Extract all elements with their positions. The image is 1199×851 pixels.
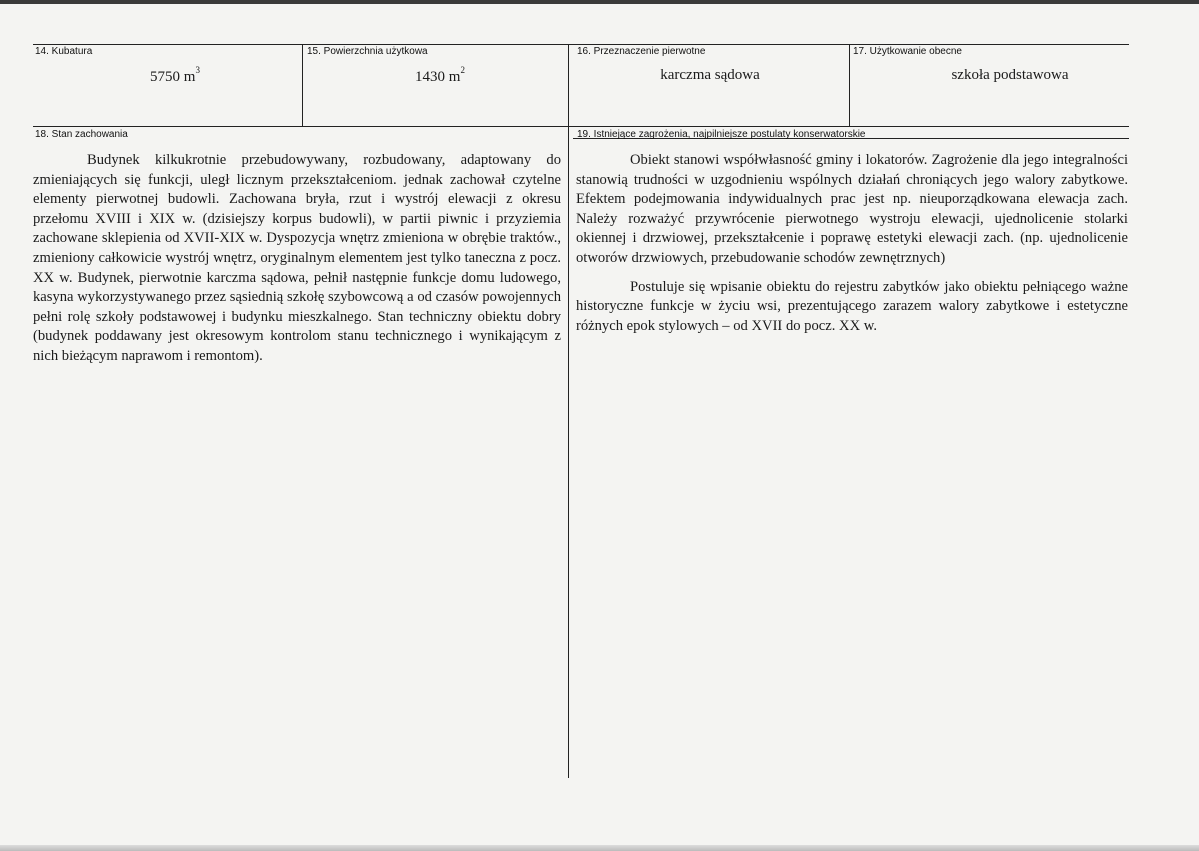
field-text-stan [33, 151, 561, 367]
scan-top-edge [0, 0, 1199, 4]
field-label-powierzchnia: 15. Powierzchnia użytkowa [307, 46, 428, 57]
field-label-uzytkowanie: 17. Użytkowanie obecne [853, 46, 962, 57]
field-text-zagrozenia [576, 151, 1128, 336]
paragraph: Postuluje się wpisanie obiektu do rejestru zabytków jako obiektu pełniącego ważne historyczne funkcje w życiu wsi, prezentującego zarazem walory zabytkowe i estetyczne różnych epok stylowych – od XVII do pocz. XX w. [576, 278, 1128, 334]
row-divider [33, 126, 1129, 127]
paragraph: Budynek kilkukrotnie przebudowywany, rozbudowany, adaptowany do zmieniających się funkcji, uległ licznym przekształceniom. jednak zachował czytelne elementy pierwotnej budowli. Zachowana bryła, rzut i wystrój elewacji z okresu przełomu XVIII i XIX w. (dzisiejszy korpus budowli), w partii piwnic i przyziemia zachowane sklepienia od XVII-XIX w. Dyspozycja wnętrz zmieniona w obrębie traktów., zmieniony całkowicie wystrój wnętrz, oryginalnym elementem jest tylko taneczna z pocz. XX w. Budynek, pierwotnie karczma sądowa, pełnił następnie funkcje domu ludowego, kasyna wykorzystywanego przez sąsiednią szkołę szybowcową a od czasów powojennych pełni rolę szkoły podstawowej i budynku mieszkalnego. Stan techniczny obiektu dobry (budynek poddawany jest okresowym kontrolom stanu technicznego i wynikającym z nich bieżącym naprawom i remontom). [33, 152, 561, 364]
col-divider-main [568, 44, 569, 778]
scan-bottom-edge [0, 845, 1199, 851]
paragraph: Obiekt stanowi współwłasność gminy i lokatorów. Zagrożenie dla jego integralności stanowią trudności w uzgodnieniu wspólnych działań chroniących jego walory zabytkowe. Efektem podejmowania indywidualnych prac jest np. nieuporządkowana elewacja zach. Należy rozważyć przywrócenie pierwotnego wystroju elewacji, ujednolicenie stolarki okiennej i drzwiowej, przekształcenie i poprawę estetyki elewacji zach. (np. ujednolicenie otworów drzwiowych, przebudowanie schodów zewnętrznych) [576, 152, 1128, 266]
field-label-stan: 18. Stan zachowania [35, 129, 128, 140]
field-value-powierzchnia: 1430 $m^2$ [415, 65, 465, 85]
field-value-przeznaczenie: karczma sądowa [660, 67, 760, 83]
col-divider-3 [849, 44, 850, 126]
table-top-border [33, 44, 1129, 45]
field-label-kubatura: 14. Kubatura [35, 46, 93, 57]
field-value-kubatura: 5750 $m^3$ [150, 65, 200, 85]
col-divider-1 [302, 44, 303, 126]
field-value-uzytkowanie: szkoła podstawowa [951, 67, 1069, 83]
field-label-zagrozenia: 19. Istniejące zagrożenia, najpilniejsze postulaty konserwatorskie [577, 129, 866, 140]
field-label-przeznaczenie: 16. Przeznaczenie pierwotne [577, 46, 706, 57]
